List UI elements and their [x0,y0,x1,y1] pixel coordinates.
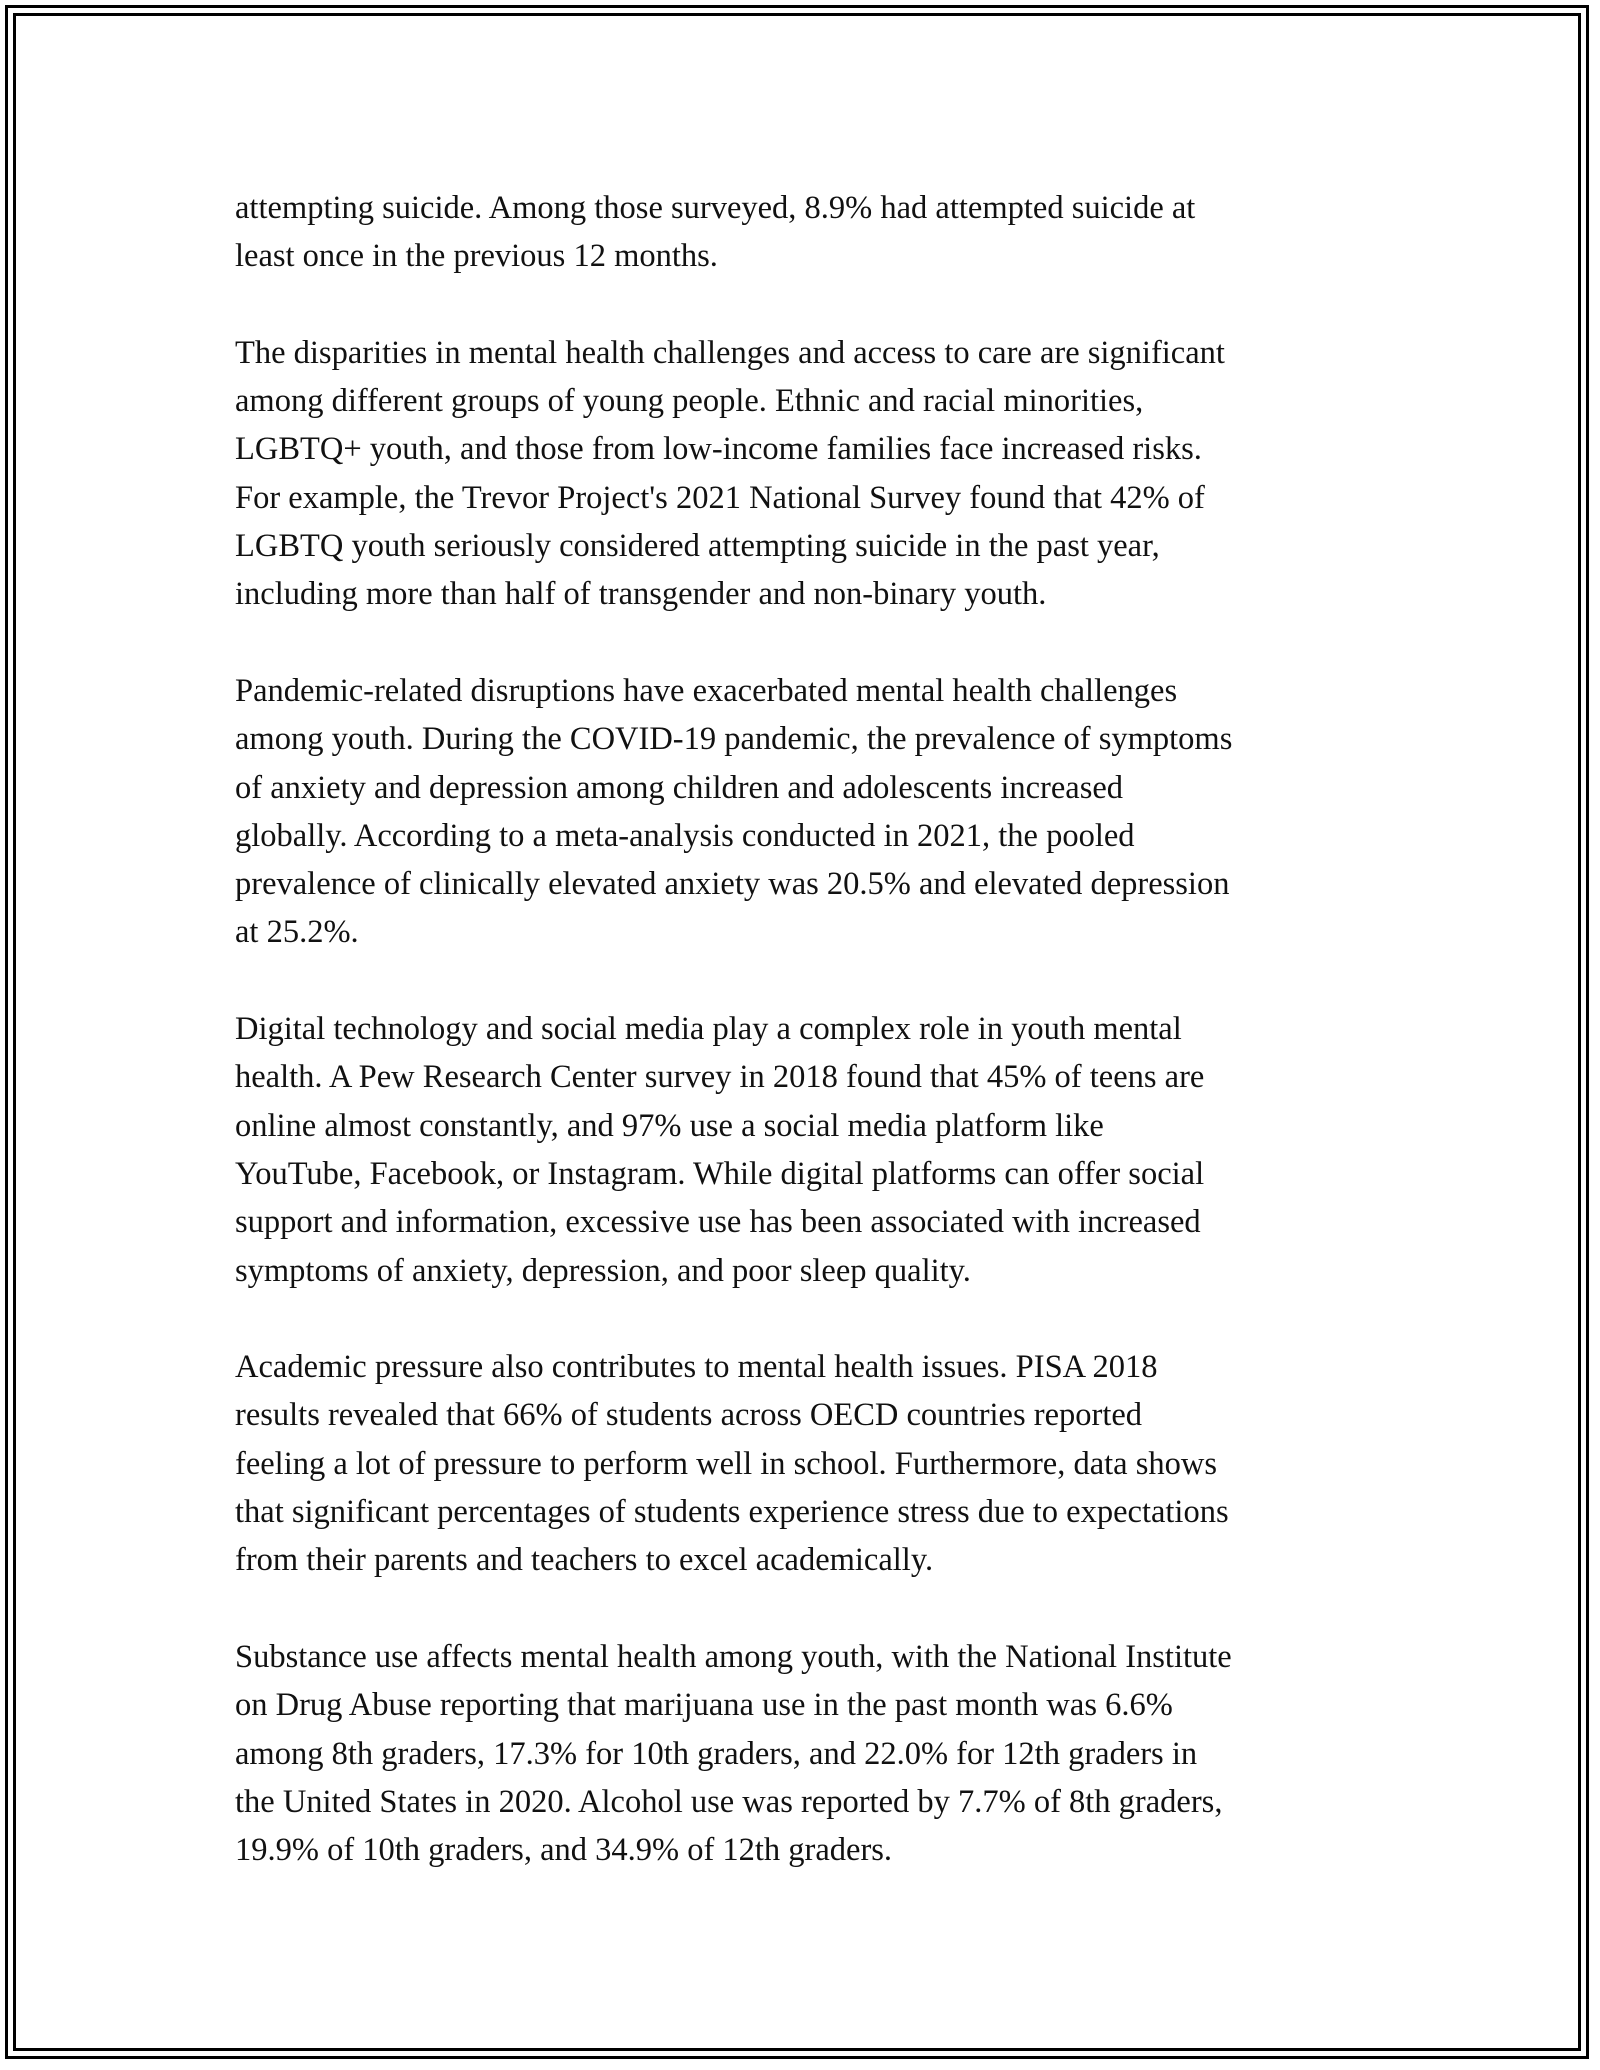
paragraph-academic-pressure: Academic pressure also contributes to mental health issues. PISA 2018 results revealed that 66% of students across OECD countries reported feeling a lot of pressure to perform well in school. Furthermore, data shows that significant percentages of students experience stress due to expectations from their parents and teachers to excel academically. [235,1349,1229,1579]
paragraph-suicide-attempts: attempting suicide. Among those surveyed, 8.9% had attempted suicide at least once in the previous 12 months. [235,190,1196,275]
paragraph-digital-technology: Digital technology and social media play a complex role in youth mental health. A Pew Research Center survey in 2018 found that 45% of teens are online almost constantly, and 97% use a social media platform like YouTube, Facebook, or Instagram. While digital platforms can offer social support and information, excessive use has been associated with increased symptoms of anxiety, depression, and poor sleep quality. [235,1011,1205,1289]
paragraph-substance-use: Substance use affects mental health among youth, with the National Institute on Drug Abuse reporting that marijuana use in the past month was 6.6% among 8th graders, 17.3% for 10th graders, and 22.0% for 12th graders in the United States in 2020. Alcohol use was reported by 7.7% of 8th graders, 19.9% of 10th graders, and 34.9% of 12th graders. [235,1638,1232,1869]
document-body [235,184,1385,1923]
paragraph-disparities: The disparities in mental health challenges and access to care are significant among different groups of young people. Ethnic and racial minorities, LGBTQ+ youth, and those from low-income families face increased risks. For example, the Trevor Project's 2021 National Survey found that 42% of LGBTQ youth seriously considered attempting suicide in the past year, including more than half of transgender and non-binary youth. [235,334,1225,613]
paragraph-pandemic: Pandemic-related disruptions have exacerbated mental health challenges among youth. During the COVID-19 pandemic, the prevalence of symptoms of anxiety and depression among children and adolescents increased globally. According to a meta-analysis conducted in 2021, the pooled prevalence of clinically elevated anxiety was 20.5% and elevated depression at 25.2%. [235,672,1233,951]
